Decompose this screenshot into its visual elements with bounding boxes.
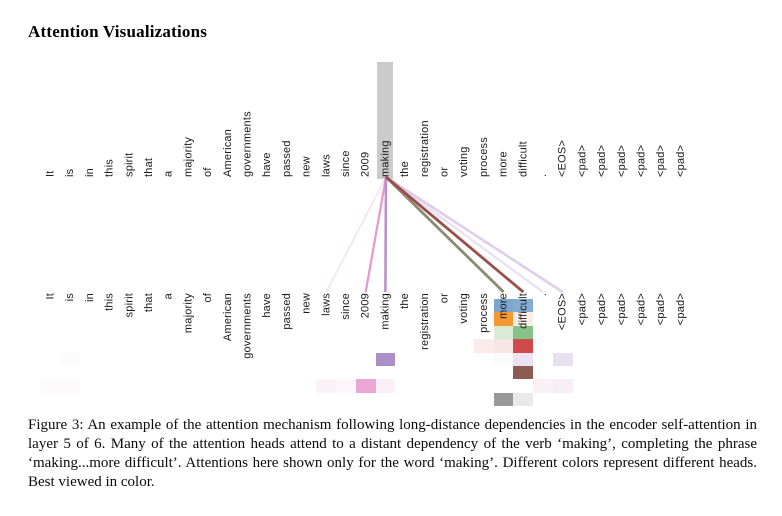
top-row-token: passed [280, 140, 293, 177]
bottom-row-token: that [143, 293, 155, 313]
attention-cell [336, 379, 356, 392]
bottom-row-token: this [103, 293, 116, 311]
bottom-row-token: American [221, 293, 234, 342]
bottom-row-token: a [162, 293, 175, 300]
bottom-row-token: more [497, 293, 510, 319]
attention-cell [513, 366, 533, 379]
attention-cell [553, 353, 573, 366]
top-row-token: or [438, 166, 451, 177]
attention-cell [376, 353, 396, 366]
attention-line-lavender [386, 177, 563, 292]
top-row-token: process [477, 137, 490, 177]
top-row-token: this [103, 159, 116, 177]
top-row-token: voting [458, 146, 471, 177]
top-row-token: have [261, 152, 274, 177]
attention-cell [356, 379, 376, 392]
section-title: Attention Visualizations [28, 22, 208, 41]
top-row-token: registration [418, 120, 431, 177]
top-row-token: the [399, 161, 412, 177]
top-row-token: American [221, 128, 234, 177]
top-row-token: more [497, 151, 510, 177]
top-row-token: a [162, 170, 175, 177]
top-row-token: <pad> [576, 144, 589, 177]
attention-cell [553, 379, 573, 392]
bottom-row-token: <pad> [674, 293, 687, 326]
bottom-row-token: It [44, 293, 57, 300]
bottom-row-token: process [477, 293, 490, 333]
attention-line-olive [386, 177, 504, 292]
attention-line-maroon [386, 177, 523, 292]
bottom-row-token: <pad> [596, 293, 609, 326]
attention-line-pink-faint [326, 177, 386, 292]
top-row-token: <EOS> [556, 139, 569, 177]
bottom-row-token: making [379, 293, 392, 330]
bottom-row-token: spirit [123, 293, 136, 318]
bottom-row-token: <EOS> [556, 293, 569, 331]
attention-line-pink [366, 177, 386, 292]
bottom-row-token: in [83, 293, 96, 302]
bottom-row-token: the [399, 293, 412, 309]
top-row-token: spirit [123, 152, 136, 177]
attention-cell [60, 379, 80, 392]
top-row-token: <pad> [674, 144, 687, 177]
top-row-token: <pad> [596, 144, 609, 177]
bottom-row-token: majority [182, 293, 195, 334]
attention-cell [474, 339, 494, 352]
bottom-row-token: registration [418, 293, 431, 350]
attention-cell [316, 379, 336, 392]
bottom-row-token: <pad> [576, 293, 589, 326]
bottom-row-token: 2009 [359, 293, 372, 319]
top-row-token: . [537, 173, 549, 177]
bottom-row-token: or [438, 293, 451, 304]
bottom-row-token: voting [458, 293, 471, 324]
bottom-row-token: new [300, 293, 313, 314]
top-row-token: in [83, 168, 96, 177]
bottom-row-token: since [340, 293, 352, 320]
top-row-token: laws [320, 154, 333, 177]
bottom-row-token: difficult [517, 293, 530, 329]
top-row-token: 2009 [359, 151, 372, 177]
top-row-token: difficult [517, 141, 530, 177]
attention-cell [494, 339, 514, 352]
top-row-token: governments [241, 111, 254, 177]
attention-cell [494, 326, 514, 339]
attention-cell [60, 353, 80, 366]
bottom-row-token: is [64, 293, 77, 302]
attention-cell [494, 393, 514, 406]
top-row-token: <pad> [615, 144, 628, 177]
attention-line-lavender-light [386, 177, 543, 292]
bottom-row-token: laws [320, 293, 333, 316]
bottom-row-token: <pad> [615, 293, 628, 326]
attention-cell [41, 379, 61, 392]
attention-cell [513, 393, 533, 406]
top-row-token: that [143, 157, 155, 177]
top-row-token: <pad> [635, 144, 648, 177]
bottom-row-token: have [261, 293, 274, 318]
bottom-row-token: <pad> [655, 293, 668, 326]
bottom-row-token: . [537, 293, 549, 297]
figure-caption: Figure 3: An example of the attention mechanism following long-distance dependencies in the encoder self-attention in layer 5 of 6. Many of the attention heads attend to a distant dependency of the verb ‘making’, completing the phrase ‘making...more difficult’. Attentions here shown only for the word ‘making’. Different colors represent different heads. Best viewed in color. [28, 417, 757, 490]
attention-cell [513, 353, 533, 366]
bottom-row-token: of [202, 293, 215, 303]
top-row-token: new [300, 156, 313, 177]
bottom-row-token: passed [280, 293, 293, 330]
attention-cell [513, 339, 533, 352]
attention-cell [533, 379, 553, 392]
attention-line-purple [385, 177, 386, 292]
top-row-token: making [379, 140, 392, 177]
top-row-token: of [202, 167, 215, 177]
attention-cell [376, 379, 396, 392]
attention-cell [494, 353, 514, 366]
top-row-token: majority [182, 136, 195, 177]
bottom-row-token: governments [241, 293, 254, 359]
top-row-token: since [340, 150, 352, 177]
top-row-token: It [44, 170, 57, 177]
bottom-row-token: <pad> [635, 293, 648, 326]
top-row-token: is [64, 168, 77, 177]
top-row-token: <pad> [655, 144, 668, 177]
